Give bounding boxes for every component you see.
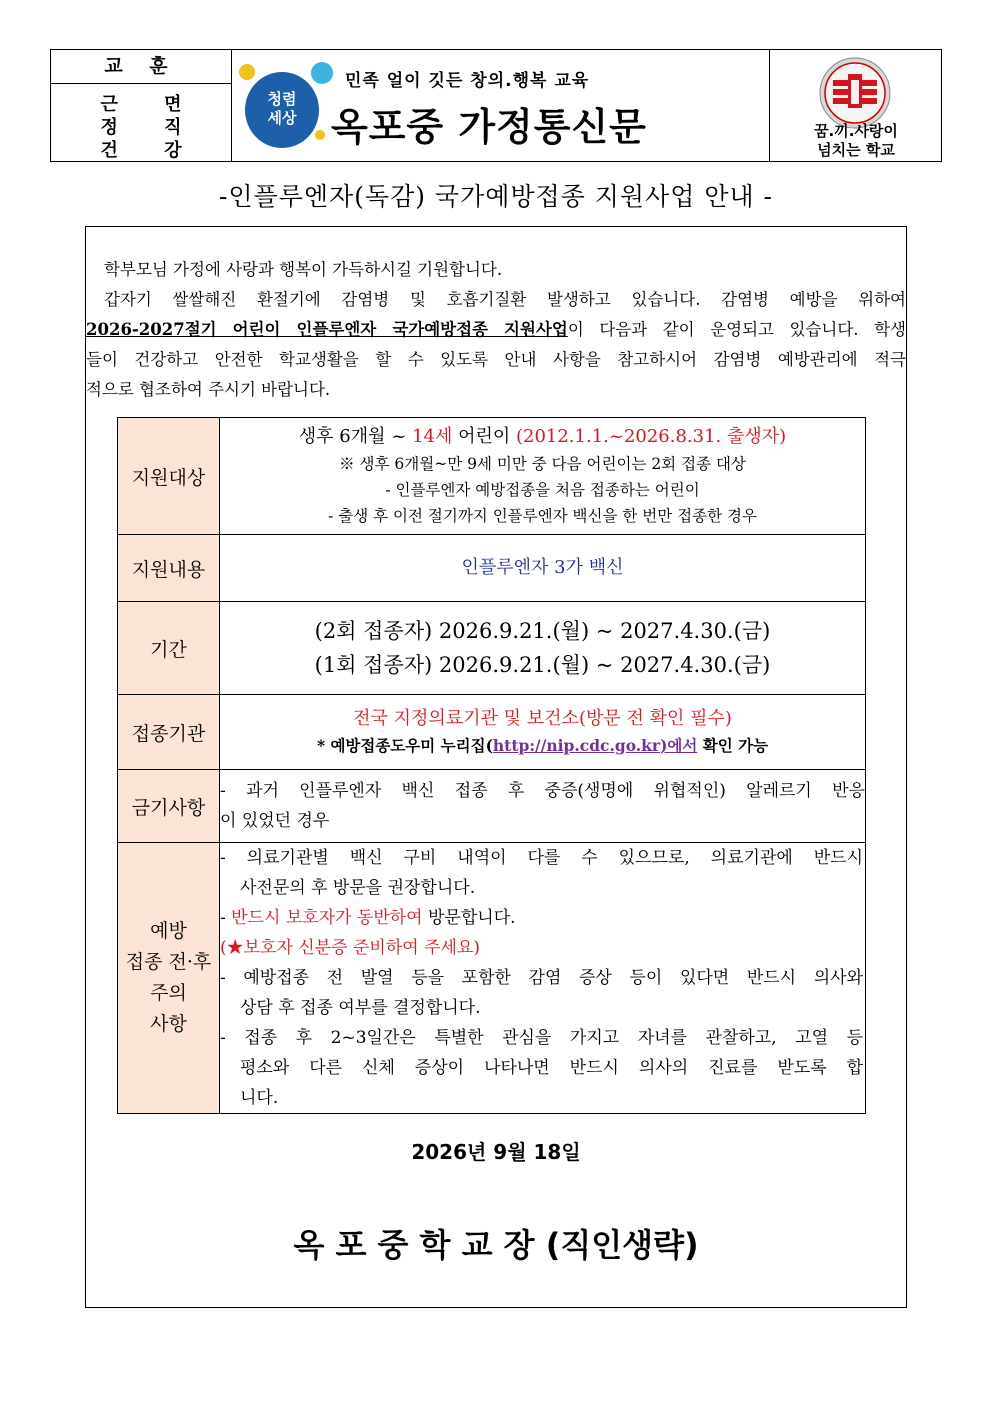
- label-period: 기간: [118, 602, 220, 695]
- precaution-line-6: 상담 후 접종 여부를 결정합니다.: [240, 998, 481, 1018]
- school-logo-column: [769, 50, 942, 161]
- school-emblem-icon: [818, 56, 892, 130]
- integrity-logo: [231, 50, 331, 161]
- table-row-contraindication: [118, 770, 866, 843]
- institution-line-2: * 예방접종도우미 누리집(http://nip.cdc.go.kr)에서 확인 가능: [316, 736, 769, 755]
- contraindication-line-2: 이 있었던 경우: [220, 811, 330, 831]
- greeting: 학부모님 가정에 사랑과 행복이 가득하시길 기원합니다.: [104, 260, 503, 279]
- precaution-line-5: - 예방접종 전 발열 등을 포함한 감염 증상 등이 있다면 반드시 의사와: [220, 968, 863, 988]
- table-row-institution: [118, 695, 866, 770]
- motto-line-1: 근 면: [100, 94, 202, 115]
- institution-cell: [220, 695, 866, 770]
- motto-title: 교 훈: [51, 50, 231, 84]
- table-row-content: [118, 535, 866, 602]
- precaution-line-7: - 접종 후 2~3일간은 특별한 관심을 가지고 자녀를 관찰하고, 고열 등: [220, 1028, 863, 1048]
- integrity-emblem: [245, 72, 319, 148]
- page-title: -인플루엔자(독감) 국가예방접종 지원사업 안내 -: [218, 182, 774, 211]
- nip-link[interactable]: http://nip.cdc.go.kr: [492, 736, 661, 755]
- emblem-text-2: 세상: [267, 109, 297, 127]
- issue-date: 2026년 9월 18일: [411, 1140, 581, 1164]
- title-area: [331, 50, 769, 161]
- label-precautions: 예방 접종 전·후 주의 사항: [118, 843, 220, 1114]
- target-cell: [220, 418, 866, 535]
- header-box: [50, 49, 942, 162]
- period-line-2: (1회 접종자) 2026.9.21.(월) ~ 2027.4.30.(금): [314, 653, 771, 677]
- newsletter-title: 옥포중 가정통신문: [331, 105, 647, 149]
- intro-line-4: 적으로 협조하여 주시기 바랍니다.: [86, 380, 331, 399]
- target-line-1: 생후 6개월 ~ 14세 어린이 (2012.1.1.~2026.8.31. 출생자): [298, 426, 787, 447]
- target-note-1: ※ 생후 6개월~만 9세 미만 중 다음 어린이는 2회 접종 대상: [339, 455, 746, 473]
- label-institution: 접종기관: [118, 695, 220, 770]
- precaution-line-9: 니다.: [240, 1088, 279, 1108]
- emblem-text-1: 청렴: [267, 90, 297, 108]
- content-value: 인플루엔자 3가 백신: [220, 535, 866, 602]
- period-line-1: (2회 접종자) 2026.9.21.(월) ~ 2027.4.30.(금): [314, 619, 771, 643]
- info-table: [117, 417, 866, 1114]
- label-target: 지원대상: [118, 418, 220, 535]
- motto-line-2: 정 직: [100, 117, 202, 138]
- school-slogan-2: 넘치는 학교: [817, 141, 895, 159]
- intro-line-2: 2026-2027절기 어린이 인플루엔자 국가예방접종 지원사업이 다음과 같이 운영되고 있습니다. 학생: [86, 320, 906, 339]
- intro-line-1: 갑자기 쌀쌀해진 환절기에 감염병 및 호흡기질환 발생하고 있습니다. 감염병 예방을 위하여: [104, 290, 906, 309]
- table-row-period: [118, 602, 866, 695]
- intro-paragraph: [86, 285, 906, 405]
- education-slogan: 민족 얼이 깃든 창의.행복 교육: [345, 71, 590, 91]
- small-yellow-dot-icon: [315, 130, 325, 140]
- precaution-line-4: (★보호자 신분증 준비하여 주세요): [220, 938, 480, 958]
- program-name: 2026-2027절기 어린이 인플루엔자 국가예방접종 지원사업: [86, 320, 568, 339]
- table-row-target: [118, 418, 866, 535]
- contraindication-line-1: - 과거 인플루엔자 백신 접종 후 중증(생명에 위협적인) 알레르기 반응: [220, 781, 865, 801]
- target-note-3: - 출생 후 이전 절기까지 인플루엔자 백신을 한 번만 접종한 경우: [328, 507, 757, 525]
- motto-line-3: 건 강: [100, 140, 202, 161]
- institution-line-1: 전국 지정의료기관 및 보건소(방문 전 확인 필수): [353, 708, 732, 729]
- principal-signature: 옥 포 중 학 교 장 (직인생략): [293, 1226, 699, 1264]
- school-slogan-1: 꿈.끼.사랑이: [814, 122, 898, 140]
- precaution-line-1: - 의료기관별 백신 구비 내역이 다를 수 있으므로, 의료기관에 반드시: [220, 848, 863, 868]
- motto-column: [51, 50, 232, 161]
- contraindication-cell: [220, 770, 866, 843]
- precautions-cell: [220, 843, 866, 1114]
- table-row-precautions: [118, 843, 866, 1114]
- period-cell: [220, 602, 866, 695]
- intro-line-3: 들이 건강하고 안전한 학교생활을 할 수 있도록 안내 사항을 참고하시어 감염병 예방관리에 적극: [86, 350, 906, 369]
- blue-dot-icon: [311, 62, 333, 84]
- label-contraindication: 금기사항: [118, 770, 220, 843]
- precaution-line-2: 사전문의 후 방문을 권장합니다.: [240, 878, 476, 898]
- precaution-line-3: - 반드시 보호자가 동반하여 방문합니다.: [220, 908, 516, 928]
- yellow-dot-icon: [239, 64, 255, 80]
- school-slogan: [770, 122, 942, 160]
- target-note-2: - 인플루엔자 예방접종을 처음 접종하는 어린이: [385, 481, 700, 499]
- label-content: 지원내용: [118, 535, 220, 602]
- precaution-line-8: 평소와 다른 신체 증상이 나타나면 반드시 의사의 진료를 받도록 합: [240, 1058, 863, 1078]
